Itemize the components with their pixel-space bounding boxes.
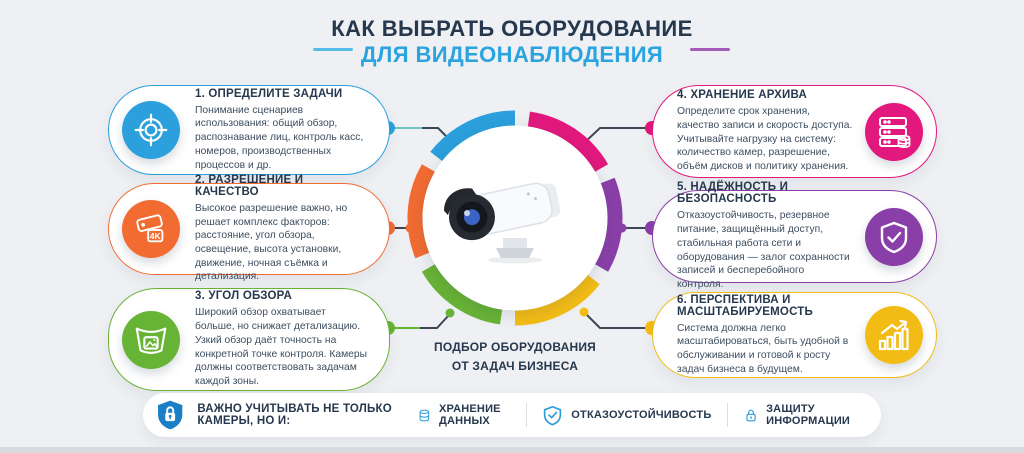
bottom-edge-strip	[0, 447, 1024, 453]
growth-chart-icon	[865, 306, 923, 364]
footer-items	[418, 403, 857, 427]
card-title: 5. НАДЁЖНОСТЬ И БЕЗОПАСНОСТЬ	[677, 181, 789, 206]
card-resolution-quality	[108, 173, 390, 283]
card-text: Система должна легко масштабироваться, быть удобной в обслуживании и готовой к росту задач бизнеса в будущем.	[677, 322, 849, 375]
footer-item-fault-tolerance	[542, 405, 711, 426]
lock-icon	[744, 405, 758, 426]
footer-item-data-storage	[418, 403, 509, 427]
central-hub	[385, 88, 645, 348]
server-storage-icon	[865, 103, 923, 161]
shield-check-icon	[865, 208, 923, 266]
footer-divider	[727, 403, 728, 427]
card-scalability	[652, 292, 937, 378]
hub-caption	[405, 338, 625, 375]
card-archive-storage	[652, 85, 937, 178]
title-line1: КАК ВЫБРАТЬ ОБОРУДОВАНИЕ	[331, 16, 693, 41]
hub-caption-line2: ОТ ЗАДАЧ БИЗНЕСА	[451, 358, 579, 373]
card-title: 4. ХРАНЕНИЕ АРХИВА	[677, 89, 807, 102]
footer-item-info-protection	[744, 403, 857, 427]
footer-note-bar	[143, 393, 881, 437]
card-text: Высокое разрешение важно, но решает комплекс факторов: расстояние, угол обзора, освещение, высота установки, движение, ночная съёмка и детализация.	[195, 202, 348, 283]
shield-lock-icon	[155, 394, 185, 436]
hub-caption-line1: ПОДБОР ОБОРУДОВАНИЯ	[434, 340, 596, 354]
card-text: Определите срок хранения, качество записи и скорость доступа. Учитывайте нагрузку на систему: количество камер, разрешение, объём дисков и политику хранения.	[677, 106, 853, 173]
footer-label: ВАЖНО УЧИТЫВАТЬ НЕ ТОЛЬКО КАМЕРЫ, НО И:	[197, 403, 392, 427]
footer-item-label: ЗАЩИТУ ИНФОРМАЦИИ	[766, 403, 851, 427]
page-title	[0, 16, 1024, 69]
card-text: Отказоустойчивость, резервное питание, защищённый доступ, стабильная работа сети и оборудования — залог сохранности записей и бесперебойного контроля.	[677, 210, 850, 290]
target-icon	[122, 101, 180, 159]
wide-angle-icon	[122, 311, 180, 369]
database-icon	[418, 405, 431, 426]
card-title: 1. ОПРЕДЕЛИТЕ ЗАДАЧИ	[195, 87, 343, 100]
card-title: 2. РАЗРЕШЕНИЕ И КАЧЕСТВО	[195, 173, 304, 198]
card-view-angle	[108, 288, 390, 391]
svg-text:4K: 4K	[149, 230, 161, 241]
title-decor-line-left	[313, 48, 353, 51]
card-title: 3. УГОЛ ОБЗОРА	[195, 290, 293, 303]
footer-divider	[526, 403, 527, 427]
camera-4k-icon	[122, 200, 180, 258]
footer-item-label: ОТКАЗОУСТОЙЧИВОСТЬ	[571, 409, 712, 421]
shield-check-icon	[542, 405, 563, 426]
title-decor-line-right	[690, 48, 730, 51]
card-define-tasks	[108, 85, 390, 175]
card-reliability-security	[652, 181, 937, 290]
card-text: Широкий обзор охватывает больше, но снижает детализацию. Узкий обзор даёт точность на конкретной точке контроля. Камеры должны соответствовать задачам каждой зоны.	[195, 307, 368, 387]
card-title: 6. ПЕРСПЕКТИВА И МАСШТАБИРУЕМОСТЬ	[677, 293, 813, 318]
card-text: Понимание сценариев использования: общий обзор, распознавание лиц, контроль касс, номеров, производственных процессов и др.	[195, 104, 364, 171]
footer-item-label: ХРАНЕНИЕ ДАННЫХ	[439, 403, 501, 427]
title-line2: ДЛЯ ВИДЕОНАБЛЮДЕНИЯ	[360, 42, 664, 68]
